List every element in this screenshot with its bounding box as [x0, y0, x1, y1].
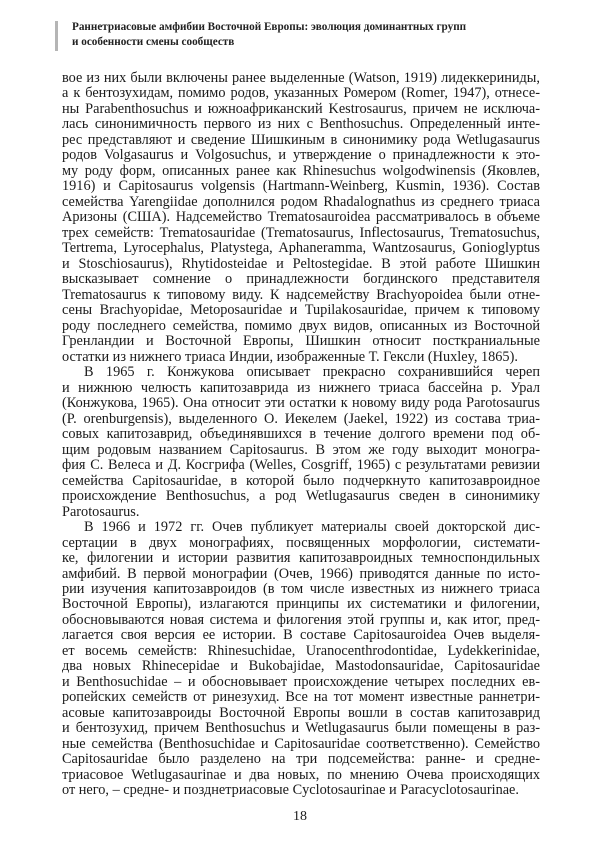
text-line: ке, филогении и истории развития капитозавроидных темноспондильных — [62, 550, 540, 567]
text-line: Parotosaurus. — [62, 503, 140, 520]
text-line: В 1965 г. Конжукова описывает прекрасно сохранившийся череп — [84, 364, 540, 381]
text-line: (P. orenburgensis), выделенного О. Иекелем (Jaekel, 1922) из состава триа- — [62, 410, 540, 427]
header-accent-bar — [55, 21, 58, 51]
text-line: Tertrema, Lyrocephalus, Platystega, Aphaneramma, Wantzosaurus, Gonioglyptus — [62, 240, 540, 257]
text-line: ны Parabenthosuchus и южноафриканский Kestrosaurus, причем не исключа- — [62, 100, 540, 117]
text-line: родов Volgasaurus и Volgosuchus, и утверждение о принадлежности к это- — [62, 147, 540, 164]
text-line: и Stoschiosaurus), Rhytidosteidae и Peltostegidae. В этой работе Шишкин — [62, 255, 540, 272]
text-line: от него, – средне- и позднетриасовые Cyclotosaurinae и Paracyclotosaurinae. — [62, 782, 519, 799]
text-line: Аризоны (США). Надсемейство Trematosauroidea рассматривалось в объеме — [62, 209, 540, 226]
text-line: и Benthosuchidae – и обосновывает происхождение четырех последних ев- — [62, 673, 540, 690]
text-line: трех семейств: Trematosauridae (Trematosaurus, Inflectosaurus, Trematosuchus, — [62, 224, 540, 241]
text-line: му роду форм, описанных ранее как Rhinesuchus wolgodwinensis (Яковлев, — [62, 162, 540, 179]
text-line: и бентозухид, причем Benthosuchus и Wetlugasaurus были помещены в раз- — [62, 720, 540, 737]
text-line: ет восемь семейств: Rhinesuchidae, Uranocenthrodontidae, Lydekkerinidae, — [62, 642, 540, 659]
text-line: В 1966 и 1972 гг. Очев публикует материалы своей докторской дис- — [84, 519, 540, 536]
paragraph — [62, 71, 540, 365]
text-line: триасовое Wetlugasaurinae и два новых, по мнению Очева происходящих — [62, 766, 540, 783]
text-line: остатки из нижнего триаса Индии, изображенные Т. Гексли (Huxley, 1865). — [62, 348, 518, 365]
text-line: обосновываются новая система и филогения этой группы и, как итог, пред- — [62, 611, 540, 628]
text-line: фия С. Велеса и Д. Косгрифа (Welles, Cosgriff, 1965) с результатами ревизии — [62, 457, 540, 474]
text-line: лась синонимичность первого из них с Benthosuchus. Определенный инте- — [62, 116, 540, 133]
text-line: ропейских семейств от ринезухид. Все на тот момент известные раннетри- — [62, 689, 540, 706]
text-line: и нижнюю челюсть капитозаврида из нижнего триаса бассейна р. Урал — [62, 379, 540, 396]
text-line: амфибий. В первой монографии (Очев, 1966) приводятся данные по исто- — [62, 565, 540, 582]
text-line: высказывает сомнение о принадлежности богдинского представителя — [62, 271, 540, 288]
text-line: рес представляют и сведение Шишкиным в синонимику рода Wetlugasaurus — [62, 131, 540, 148]
text-line: роду последнего семейства, помимо двух видов, описанных из Восточной — [62, 317, 540, 334]
page-number: 18 — [293, 809, 307, 824]
text-line: рии изучения капитозавроидов (в том числе известных из нижнего триаса — [62, 580, 540, 597]
paragraph — [62, 520, 540, 799]
text-line: Capitosauridae было разделено на три подсемейства: ранне- и средне- — [62, 751, 540, 768]
text-line: происхождение Benthosuchus, а род Wetlugasaurus сведен в синонимику — [62, 488, 540, 505]
running-header-line-1: Раннетриасовые амфибии Восточной Европы: эволюция доминантных групп — [72, 21, 467, 33]
text-line: асовые капитозавроиды Восточной Европы вошли в состав капитозаврид — [62, 704, 540, 721]
text-line: два новых Rhinecepidae и Bukobajidae, Mastodonsauridae, Capitosauridae — [62, 658, 540, 675]
text-line: сертации в двух монографиях, посвященных морфологии, системати- — [62, 534, 540, 551]
running-header — [72, 20, 466, 49]
text-line: лагается своя версия ее истории. В составе Capitosauroidea Очев выделя- — [62, 627, 540, 644]
text-line: Trematosaurus к типовому виду. К надсемейству Brachyopoidea были отне- — [62, 286, 540, 303]
text-line: семейства Yarengiidae дополнился родом Rhadalognathus из среднего триаса — [62, 193, 540, 210]
paragraph — [62, 365, 540, 520]
text-line: Восточной Европы), излагаются принципы их систематики и филогении, — [62, 596, 540, 613]
text-line: (Конжукова, 1965). Она относит эти остатки к новому виду рода Parotosaurus — [62, 395, 540, 412]
text-line: семейства Capitosauridae, в которой было подчеркнуто капитозавроидное — [62, 472, 540, 489]
text-line: щим родовым названием Capitosaurus. В этом же году выходит моногра- — [62, 441, 540, 458]
text-line: совых капитозаврид, объединявшихся в течение долгого времени под об- — [62, 426, 540, 443]
body-text — [62, 71, 540, 799]
text-line: вое из них были включены ранее выделенные (Watson, 1919) лидеккериниды, — [62, 70, 540, 86]
text-line: Гренландии и Восточной Европы, Шишкин относит посткраниальные — [62, 333, 540, 350]
text-line: сены Brachyopidae, Metoposauridae и Tupilakosauridae, причем к типовому — [62, 302, 540, 319]
text-line: 1916) и Capitosaurus volgensis (Hartmann-Weinberg, Kusmin, 1936). Состав — [62, 178, 540, 195]
running-header-line-2: и особенности смены сообществ — [72, 35, 235, 48]
text-line: а к бентозухидам, помимо родов, указанных Ромером (Romer, 1947), отнесе- — [62, 85, 540, 102]
text-line: ные семейства (Benthosuchidae и Capitosauridae соответственно). Семейство — [62, 735, 540, 752]
